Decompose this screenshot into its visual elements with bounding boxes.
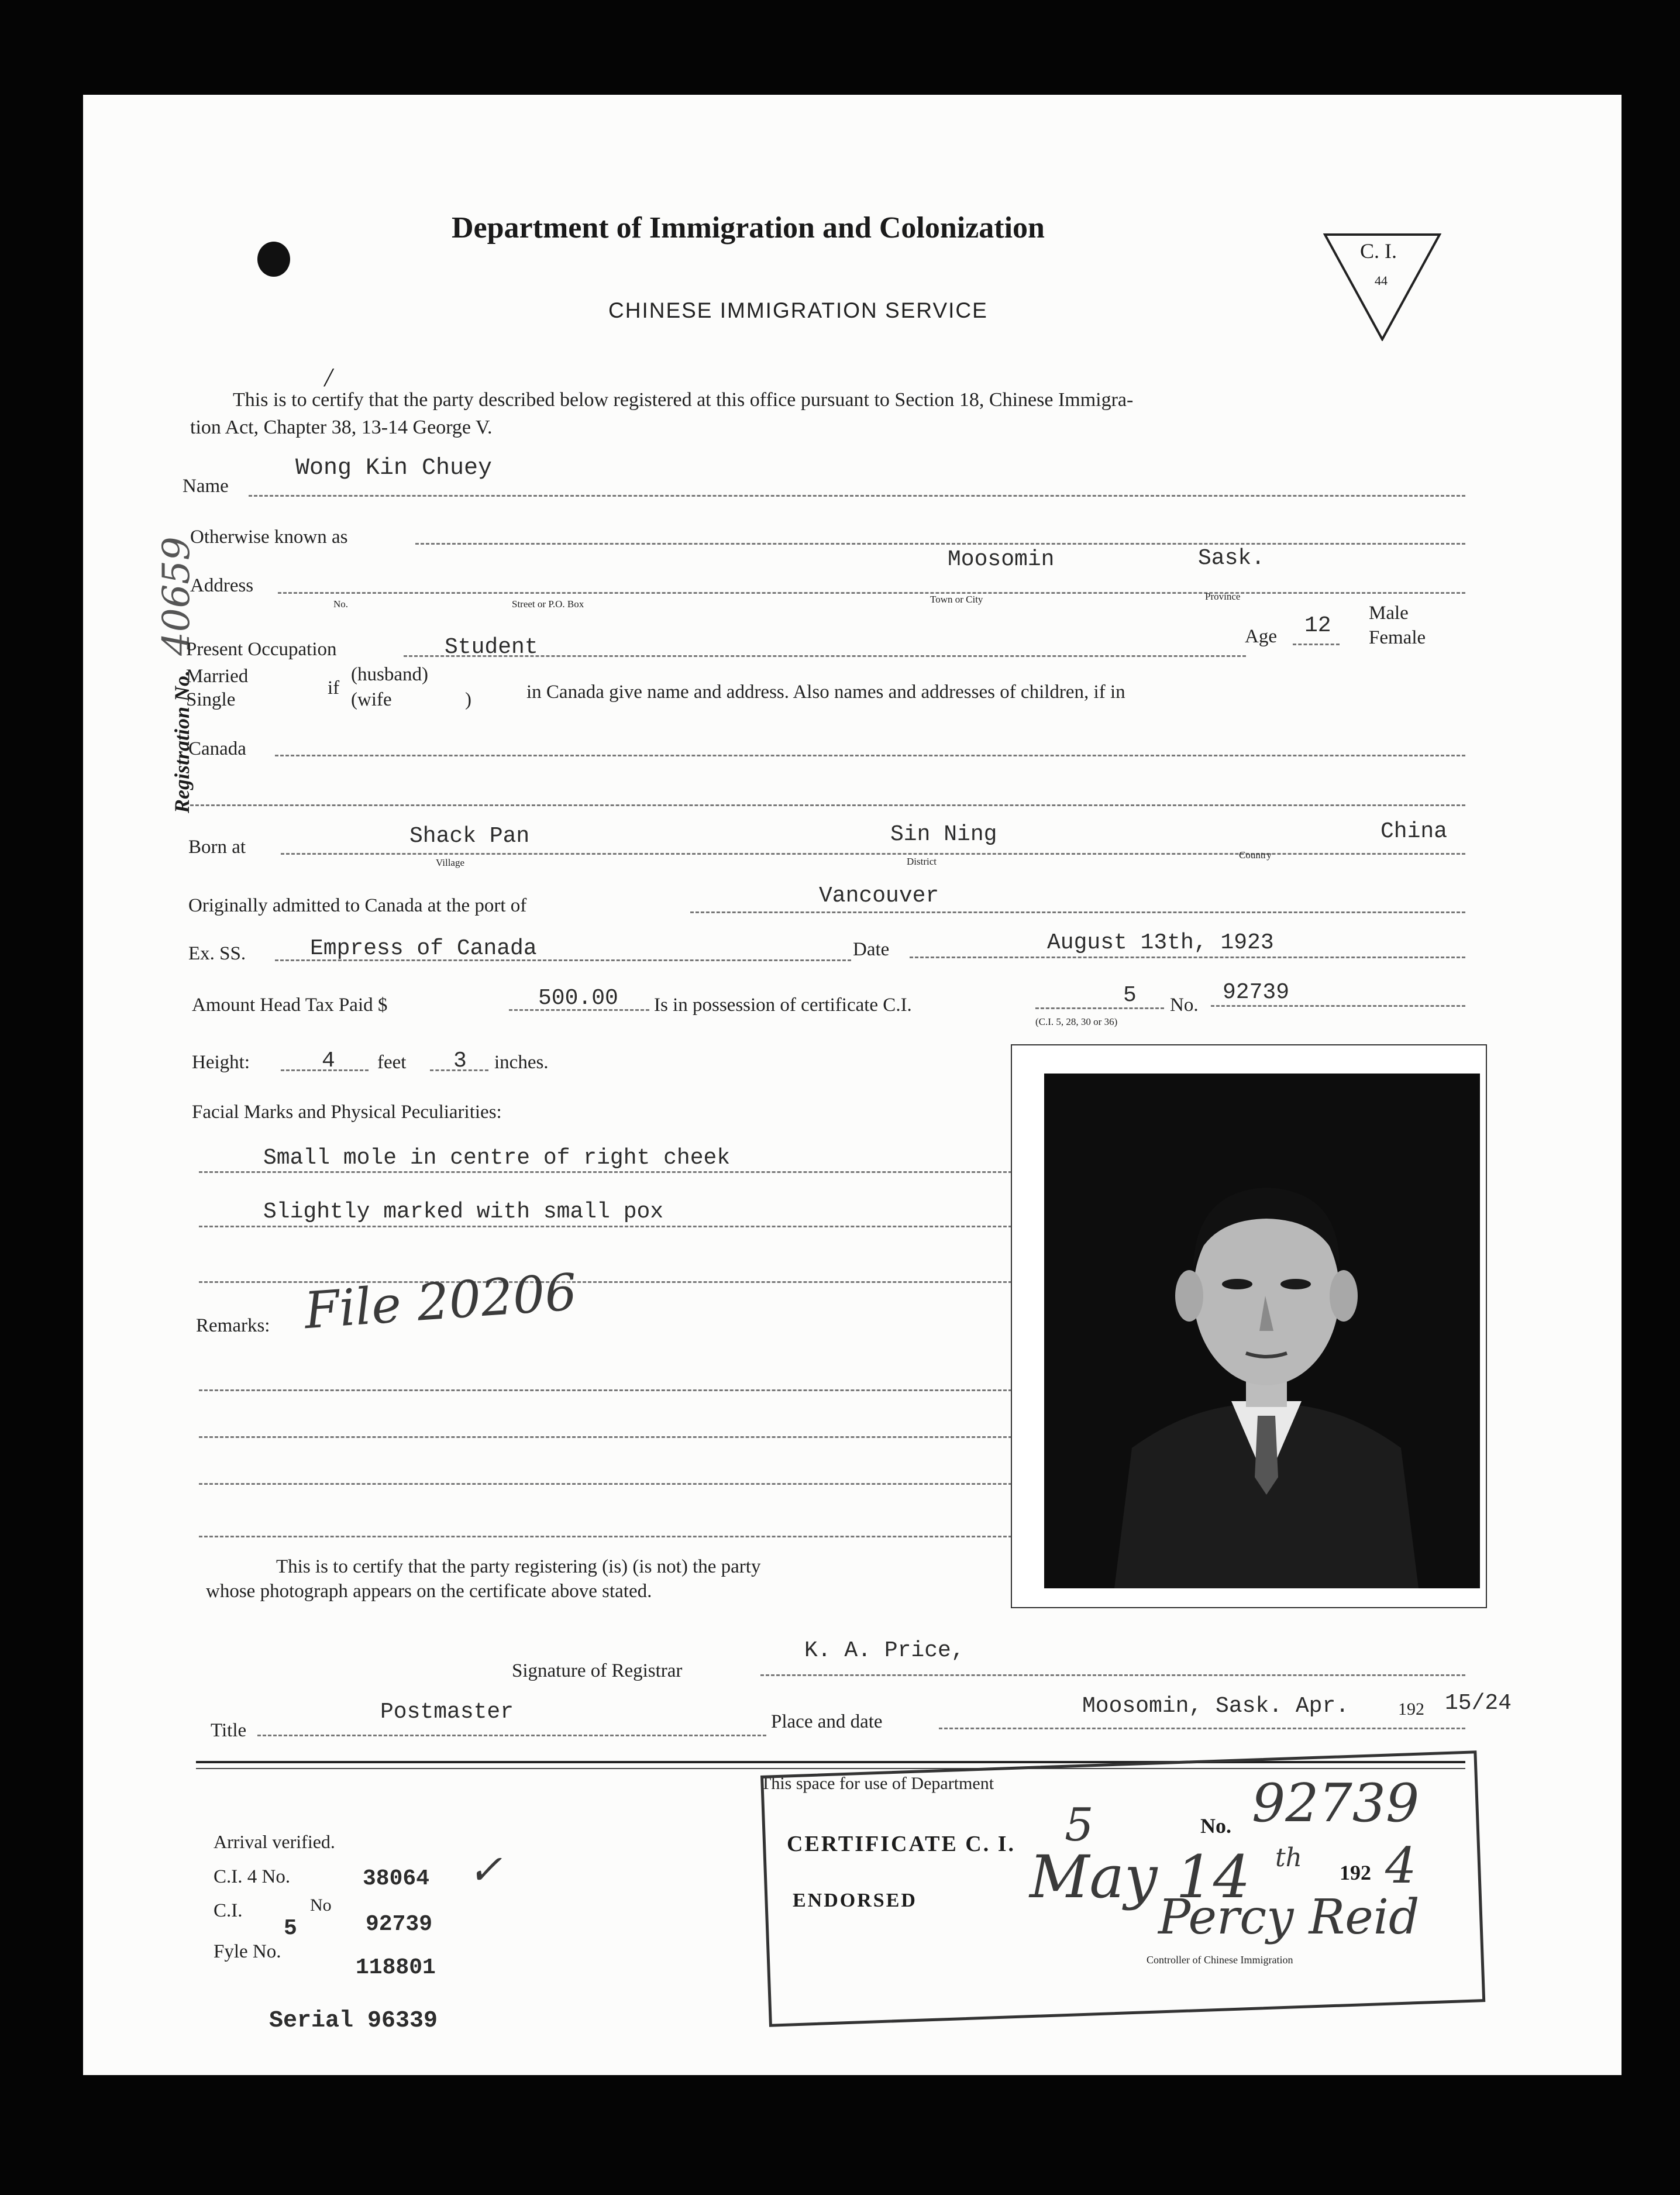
ci5-value: 92739 — [366, 1912, 433, 1937]
certify-line-2: whose photograph appears on the certificate above stated. — [206, 1581, 652, 1602]
facial-label: Facial Marks and Physical Peculiarities: — [192, 1102, 502, 1123]
cert-no-label: No. — [1170, 995, 1199, 1016]
date-value: August 13th, 1923 — [1047, 930, 1274, 955]
ship-value: Empress of Canada — [310, 936, 537, 961]
registrant-photo — [1044, 1074, 1480, 1588]
paren-close: ) — [465, 689, 471, 710]
ci5-no-label: No — [310, 1895, 332, 1915]
signature-value: K. A. Price, — [804, 1638, 965, 1663]
stamp-year-printed: 192 — [1340, 1861, 1371, 1884]
ci5-label: C.I. — [214, 1900, 243, 1921]
arrival-verified-label: Arrival verified. — [214, 1831, 335, 1852]
intro-line-2: tion Act, Chapter 38, 13-14 George V. — [190, 417, 493, 438]
cert-ci-line — [1035, 1007, 1164, 1009]
address-province-caption: Province — [1205, 591, 1241, 602]
ci4-value: 38064 — [363, 1866, 430, 1891]
name-label: Name — [183, 476, 229, 497]
remarks-line-1 — [199, 1389, 1012, 1391]
title-value: Postmaster — [380, 1699, 514, 1725]
registration-number: 40659 — [155, 536, 198, 656]
address-street-caption: Street or P.O. Box — [512, 598, 584, 610]
ci5-prefix: 5 — [284, 1916, 297, 1941]
occupation-label: Present Occupation — [186, 639, 337, 660]
born-village: Shack Pan — [409, 824, 530, 849]
country-caption: Country — [1239, 849, 1272, 861]
district-caption: District — [907, 856, 937, 867]
remarks-value: File 20206 — [302, 1262, 579, 1341]
ship-label: Ex. SS. — [188, 943, 246, 964]
otherwise-line — [415, 543, 1465, 545]
year-prefix: 192 — [1398, 1699, 1424, 1719]
possession-label: Is in possession of certificate C.I. — [654, 995, 912, 1016]
height-feet-line — [281, 1069, 369, 1071]
born-label: Born at — [188, 837, 246, 858]
name-value: Wong Kin Chuey — [295, 455, 493, 481]
canada-line-1 — [275, 755, 1465, 756]
inches-label: inches. — [494, 1052, 549, 1073]
place-line — [939, 1728, 1465, 1729]
stamp-endorsed-label: ENDORSED — [793, 1890, 917, 1911]
cert-no-line — [1211, 1005, 1465, 1007]
born-line — [281, 853, 1465, 855]
age-value: 12 — [1304, 613, 1331, 638]
address-no-caption: No. — [333, 598, 349, 610]
married-label: Married — [186, 666, 249, 687]
born-country: China — [1381, 819, 1448, 844]
title-label: Title — [211, 1720, 247, 1741]
port-line — [690, 911, 1465, 913]
department-use-label: This space for use of Department — [760, 1774, 994, 1793]
tax-label: Amount Head Tax Paid $ — [192, 995, 388, 1016]
stamp-number: 92739 — [1252, 1773, 1420, 1834]
stamp-no-label: No. — [1200, 1814, 1231, 1838]
cert-ci: 5 — [1123, 983, 1137, 1008]
port-label: Originally admitted to Canada at the port of — [188, 895, 527, 916]
form-code-number: 44 — [1375, 273, 1388, 288]
canada-instructions: in Canada give name and address. Also names and addresses of children, if in — [526, 682, 1125, 703]
facial-line-1 — [199, 1171, 1012, 1173]
age-label: Age — [1245, 626, 1277, 647]
stamp-year-hand: 4 — [1385, 1837, 1417, 1894]
fyle-label: Fyle No. — [214, 1941, 281, 1962]
ci4-label: C.I. 4 No. — [214, 1866, 291, 1887]
sex-male: Male — [1369, 603, 1409, 624]
address-line — [278, 592, 1465, 594]
age-line — [1293, 644, 1340, 645]
date-line — [910, 957, 1465, 958]
certify-line-1: This is to certify that the party registering (is) (is not) the party — [276, 1556, 761, 1577]
intro-tick: / — [325, 362, 332, 392]
born-district: Sin Ning — [890, 822, 997, 847]
fyle-value: 118801 — [356, 1955, 436, 1980]
single-label: Single — [186, 689, 236, 710]
place-value: Moosomin, Sask. Apr. — [1082, 1694, 1349, 1719]
canada-line-2 — [190, 804, 1465, 806]
punch-hole — [257, 242, 290, 277]
husband-label: (husband) — [351, 664, 428, 685]
tax-line — [509, 1009, 649, 1011]
cert-note: (C.I. 5, 28, 30 or 36) — [1035, 1016, 1118, 1027]
date-suffix: 15/24 — [1445, 1691, 1512, 1716]
sex-female: Female — [1369, 627, 1426, 648]
height-feet: 4 — [322, 1048, 335, 1074]
signature-label: Signature of Registrar — [512, 1660, 683, 1681]
facial-line-2 — [199, 1226, 1012, 1227]
remarks-line-3 — [199, 1483, 1012, 1485]
registration-label: Registration No. — [170, 670, 194, 813]
ci4-tick: ✓ — [468, 1846, 502, 1894]
address-town-caption: Town or City — [930, 594, 983, 605]
signature-line — [760, 1674, 1465, 1676]
address-province: Sask. — [1198, 546, 1265, 571]
height-inches: 3 — [453, 1048, 467, 1074]
remarks-line-4 — [199, 1536, 1012, 1537]
title-line — [257, 1735, 766, 1736]
facial-value-1: Small mole in centre of right cheek — [263, 1145, 731, 1171]
serial-value: Serial 96339 — [269, 2008, 438, 2034]
stamp-controller: Controller of Chinese Immigration — [1147, 1954, 1293, 1966]
service-title: CHINESE IMMIGRATION SERVICE — [608, 298, 988, 322]
cert-no: 92739 — [1223, 980, 1290, 1005]
address-town: Moosomin — [948, 547, 1055, 572]
place-label: Place and date — [771, 1711, 883, 1732]
height-inches-line — [430, 1069, 488, 1071]
tax-value: 500.00 — [538, 986, 618, 1011]
height-label: Height: — [192, 1052, 250, 1073]
if-label: if — [328, 677, 340, 699]
remarks-line-2 — [199, 1436, 1012, 1438]
name-line — [249, 495, 1465, 497]
occupation-value: Student — [445, 635, 538, 660]
wife-label: (wife — [351, 689, 392, 710]
port-value: Vancouver — [819, 883, 939, 909]
stamp-endorsed-date: May 14 — [1030, 1843, 1251, 1911]
stamp-signature: Percy Reid — [1158, 1890, 1420, 1945]
portrait-image — [1044, 1074, 1480, 1588]
feet-label: feet — [377, 1052, 407, 1073]
intro-line-1: This is to certify that the party described below registered at this office pursuant to Section 18, Chinese Immigra- — [233, 389, 1134, 411]
canada-label: Canada — [188, 738, 246, 759]
village-caption: Village — [436, 857, 465, 868]
remarks-label: Remarks: — [196, 1315, 270, 1336]
form-code-ci: C. I. — [1360, 239, 1397, 263]
address-label: Address — [190, 575, 254, 596]
date-label: Date — [853, 939, 890, 960]
otherwise-label: Otherwise known as — [190, 527, 348, 548]
stamp-endorsed-th: th — [1275, 1843, 1303, 1873]
stamp-ci: 5 — [1065, 1799, 1094, 1852]
department-title: Department of Immigration and Colonization — [452, 211, 1045, 245]
facial-value-2: Slightly marked with small pox — [263, 1199, 664, 1224]
stamp-certificate-label: CERTIFICATE C. I. — [787, 1832, 1016, 1856]
